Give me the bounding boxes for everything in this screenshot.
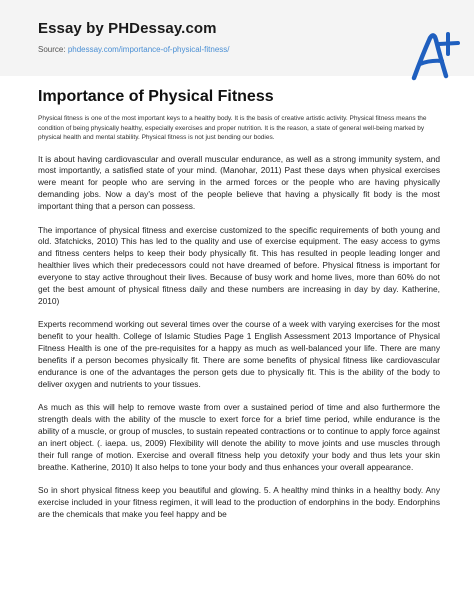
paragraph-2: The importance of physical fitness and exercise customized to the specific requirements of both young and old. 3fatchicks, 2010) This has led to the quality and use of exercise equipment. The easy access to gyms and fitness centers helps to keep their body physically fit. This has resulted in people leading longer and healthier lives which their predecessors could not have dreamed of before. Physical fitness is important for everyone to stay active throughout their lives. Because of busy work and home lives, more than 60% do not get the best amount of physical fitness daily and these numbers are increasing in day by day. Katherine, 2010) <box>38 224 440 306</box>
source-link[interactable]: phdessay.com/importance-of-physical-fitness/ <box>67 45 230 54</box>
brand-title: Essay by PHDessay.com <box>38 20 217 37</box>
article-body <box>38 114 440 600</box>
source-line <box>38 45 230 54</box>
paragraph-1: It is about having cardiovascular and overall muscular endurance, as well as a strong immunity system, and most importantly, a satisfied state of your mind. (Manohar, 2011) Past these days when physical exercises were meant for people who are serving in the armed forces or the people who are having physically demanding jobs. Now a day's most of the people believe that having a physically fit body is the most important thing that a person can possess. <box>38 153 440 212</box>
paragraph-4: As much as this will help to remove waste from over a sustained period of time and also furthermore the strength deals with the ability of the muscle to exert force for a brief time period, while endurance is the ability of a muscle, or group of muscles, to sustain repeated contractions or to continue to apply force against an inert object. (. iaepa. us, 2009) Flexibility will denote the ability to move joints and use muscles through their full range of motion. Exercise and overall fitness help you detoxify your body and thus lets your skin breathe. Katherine, 2010) It also helps to tone your body and thus enhances your overall appearance. <box>38 402 440 472</box>
paragraph-3: Experts recommend working out several times over the course of a week with varying exercises for the most benefit to your health. College of Islamic Studies Page 1 English Assessment 2013 Importance of Physical Fitness Health is one of the pre-requisites for a happy as much as well-balanced your life. There are many benefits if a person becomes physically fit. There are some benefits of physical fitness like cardiovascular endurance is one of the advantages the person gets due to physically fit. This is the ability of the body to deliver oxygen and nutrients to your tissues. <box>38 319 440 389</box>
page-title: Importance of Physical Fitness <box>38 88 274 105</box>
article-abstract: Physical fitness is one of the most important keys to a healthy body. It is the basis of creative artistic activity. Physical fitness means the condition of being physically healthy, especially exercises and proper nutrition. It is the reason, a state of general well-being marked by physical health and mental stability. Physical fitness is not just bending our bodies. <box>38 115 427 141</box>
essay-header <box>0 0 474 76</box>
a-plus-logo-icon <box>408 30 460 82</box>
source-label: Source: <box>38 45 66 54</box>
paragraph-5: So in short physical fitness keep you beautiful and glowing. 5. A healthy mind thinks in a healthy body. Any exercise included in your fitness regimen, it will lead to the production of endorphins in the body. Endorphins are the chemicals that make you feel happy and be <box>38 485 440 520</box>
